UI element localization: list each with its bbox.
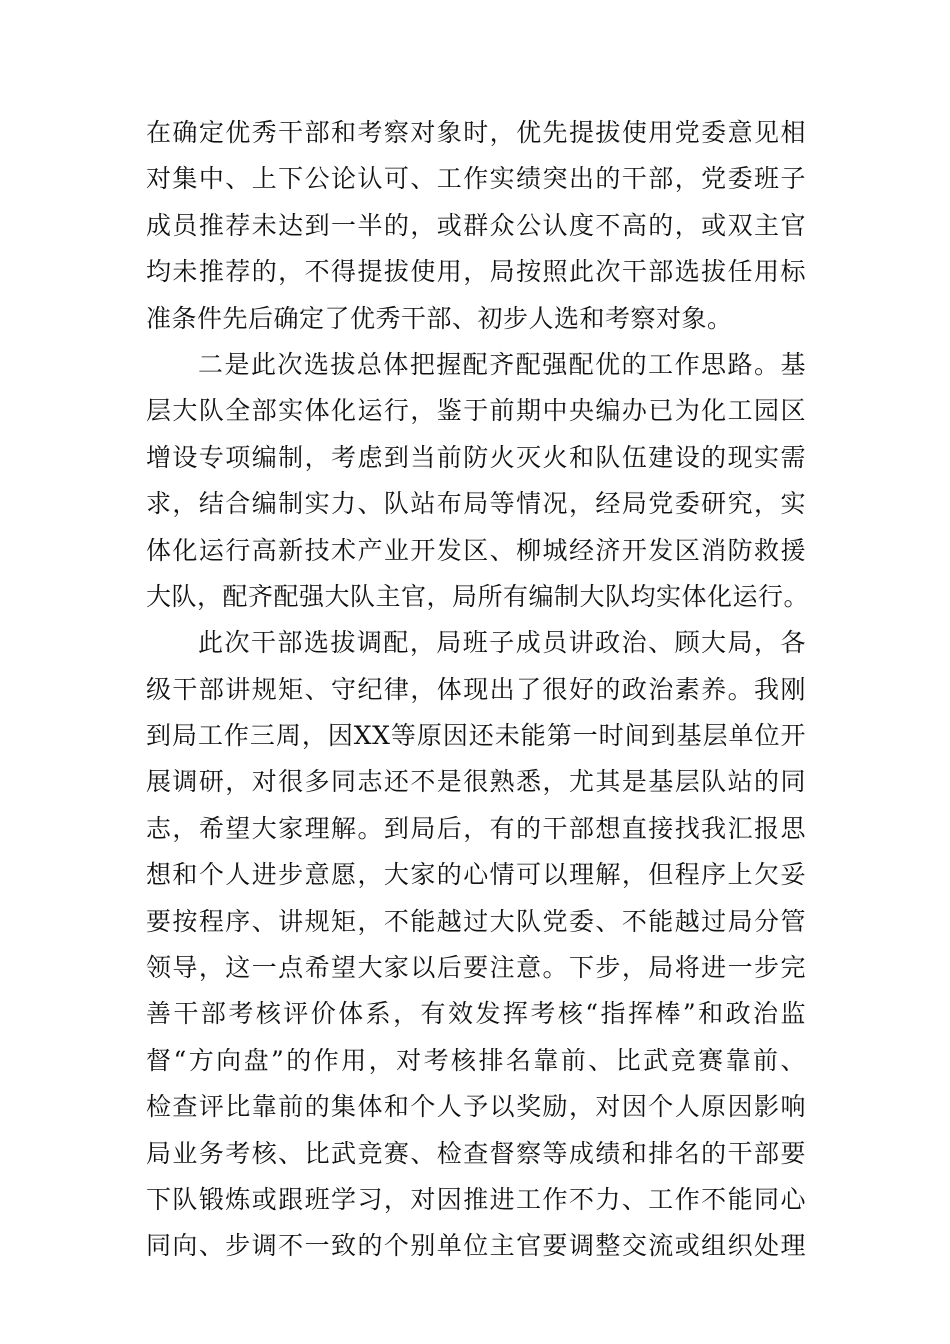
text-line: 均未推荐的，不得提拔使用，局按照此次干部选拔任用标 xyxy=(146,257,806,287)
text-line: 要按程序、讲规矩，不能越过大队党委、不能越过局分管 xyxy=(146,906,806,936)
text-line: 领导，这一点希望大家以后要注意。下步，局将进一步完 xyxy=(146,953,806,983)
text-line: 善干部考核评价体系，有效发挥考核“指挥棒”和政治监 xyxy=(146,999,806,1029)
document-body xyxy=(146,110,810,1270)
text-line: 同向、步调不一致的个别单位主官要调整交流或组织处理 xyxy=(146,1231,806,1261)
text-line: 志，希望大家理解。到局后，有的干部想直接找我汇报思 xyxy=(146,813,806,843)
text-line: 检查评比靠前的集体和个人予以奖励，对因个人原因影响 xyxy=(146,1092,806,1122)
text-line: 下队锻炼或跟班学习，对因推进工作不力、工作不能同心 xyxy=(146,1184,806,1214)
paragraph xyxy=(146,110,806,342)
paragraph xyxy=(146,620,806,1269)
text-line: 展调研，对很多同志还不是很熟悉，尤其是基层队站的同 xyxy=(146,767,806,797)
text-line: 体化运行高新技术产业开发区、柳城经济开发区消防救援 xyxy=(146,535,806,565)
text-line: 到局工作三周，因XX等原因还未能第一时间到基层单位开 xyxy=(146,721,806,751)
text-line: 准条件先后确定了优秀干部、初步人选和考察对象。 xyxy=(146,303,733,333)
paragraph xyxy=(146,342,810,620)
text-line: 级干部讲规矩、守纪律，体现出了很好的政治素养。我刚 xyxy=(146,674,806,704)
text-line: 此次干部选拔调配，局班子成员讲政治、顾大局，各 xyxy=(198,628,806,658)
text-line: 二是此次选拔总体把握配齐配强配优的工作思路。基 xyxy=(198,349,806,379)
text-line: 对集中、上下公论认可、工作实绩突出的干部，党委班子 xyxy=(146,164,806,194)
text-line: 大队，配齐配强大队主官，局所有编制大队均实体化运行。 xyxy=(146,581,810,611)
text-line: 层大队全部实体化运行，鉴于前期中央编办已为化工园区 xyxy=(146,396,806,426)
text-line: 想和个人进步意愿，大家的心情可以理解，但程序上欠妥 xyxy=(146,860,806,890)
text-line: 局业务考核、比武竞赛、检查督察等成绩和排名的干部要 xyxy=(146,1138,806,1168)
text-line: 增设专项编制，考虑到当前防火灭火和队伍建设的现实需 xyxy=(146,442,806,472)
text-line: 督“方向盘”的作用，对考核排名靠前、比武竞赛靠前、 xyxy=(146,1045,806,1075)
text-line: 成员推荐未达到一半的，或群众公认度不高的，或双主官 xyxy=(146,210,806,240)
text-line: 在确定优秀干部和考察对象时，优先提拔使用党委意见相 xyxy=(146,118,806,147)
text-line: 求，结合编制实力、队站布局等情况，经局党委研究，实 xyxy=(146,489,806,519)
